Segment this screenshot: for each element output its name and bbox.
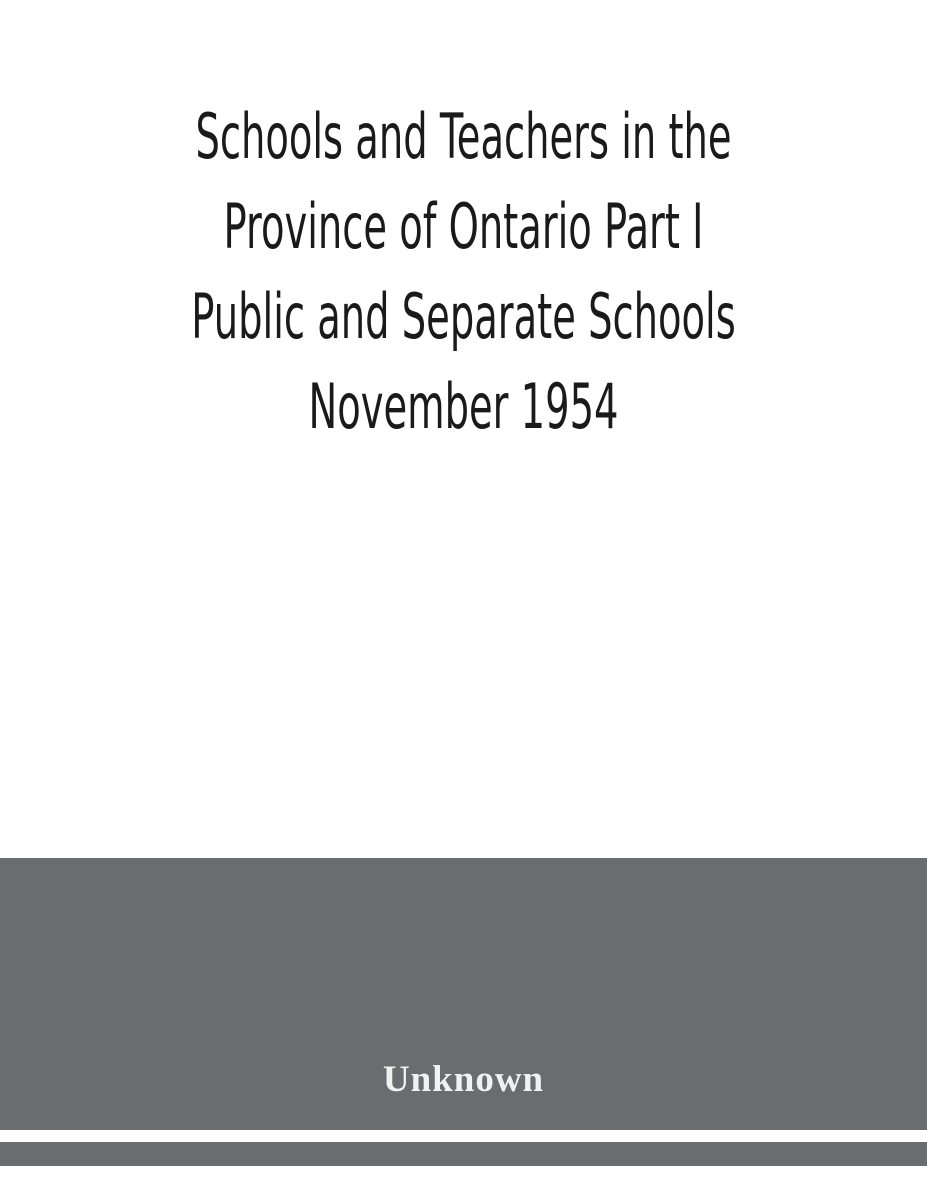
bottom-stripe <box>0 1142 927 1166</box>
book-title <box>0 92 927 452</box>
author-name: Unknown <box>382 1059 545 1100</box>
stripe-gap <box>0 1130 927 1142</box>
title-line-1: Schools and Teachers in the <box>195 100 732 173</box>
title-line-3: Public and Separate Schools <box>191 280 736 353</box>
title-line-4: November 1954 <box>308 370 619 443</box>
title-line-2: Province of Ontario Part I <box>223 190 704 263</box>
